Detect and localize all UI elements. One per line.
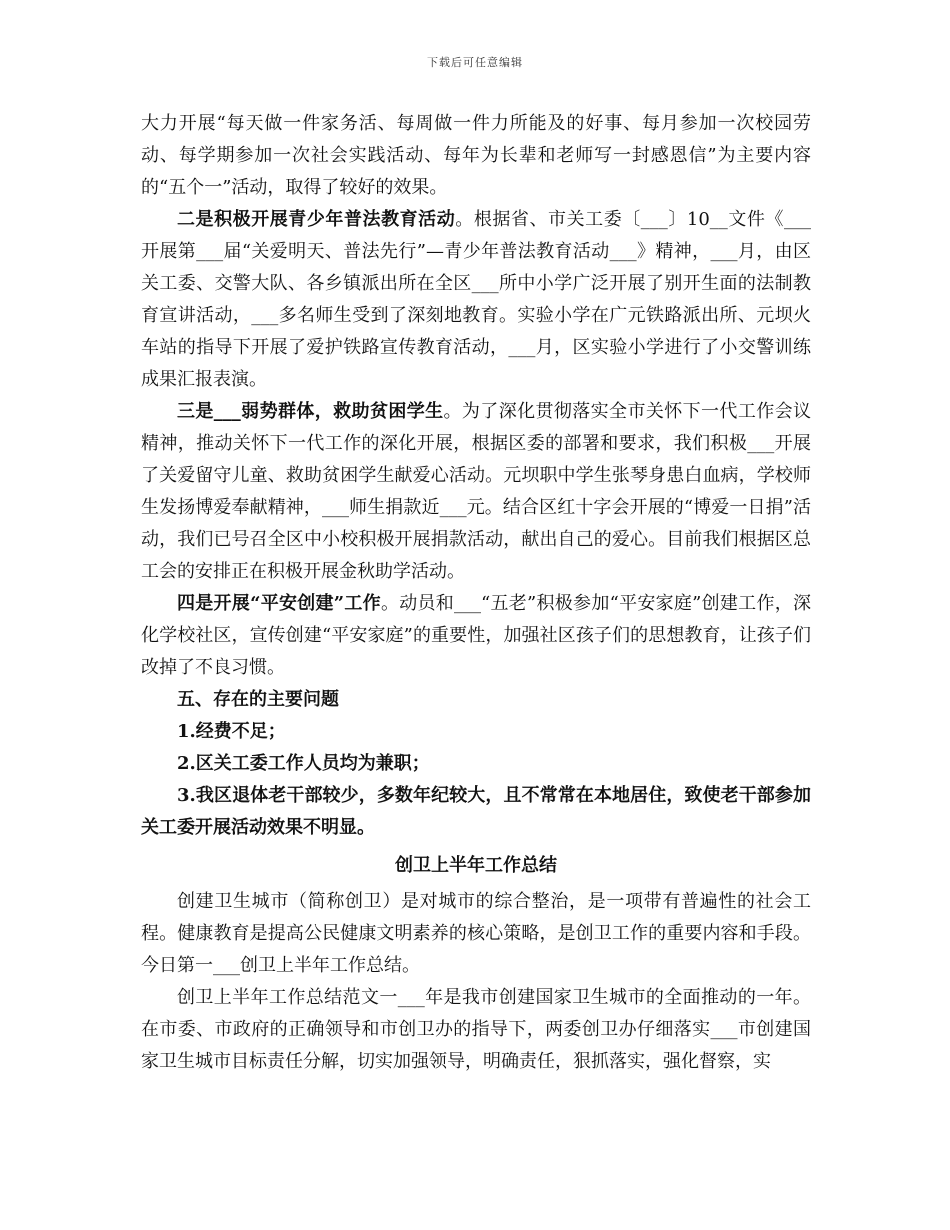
paragraph-lead: 二是积极开展青少年普法教育活动 — [177, 209, 456, 230]
problem-item-2: 2.区关工委工作人员均为兼职； — [177, 753, 430, 774]
document-body — [141, 108, 811, 1078]
paragraph-lead: 四是开展“平安创建”工作 — [177, 593, 381, 614]
paragraph-intro: 创建卫生城市（简称创卫）是对城市的综合整治，是一项带有普遍性的社会工程。健康教育是提高公民健康文明素养的核心策略，是创卫工作的重要内容和手段。今日第一___创卫上半年工作总结。 — [141, 891, 811, 976]
document-title: 创卫上半年工作总结 — [395, 855, 557, 876]
paragraph-lead: 三是___弱势群体，救助贫困学生 — [177, 401, 444, 422]
paragraph-vulnerable-groups — [141, 396, 811, 588]
paragraph-five-ones: 大力开展“每天做一件家务活、每周做一件力所能及的好事、每月参加一次校园劳动、每学期参加一次社会实践活动、每年为长辈和老师写一封感恩信”为主要内容的“五个一”活动，取得了较好的效果。 — [141, 113, 811, 198]
paragraph-safe-community — [141, 588, 811, 684]
paragraph-legal-education — [141, 204, 811, 396]
paragraph-text: 。为了深化贯彻落实全市关怀下一代工作会议精神，推动关怀下一代工作的深化开展，根据区委的部署和要求，我们积极___开展了关爱留守儿童、救助贫困学生献爱心活动。元坝职中学生张琴身患白血病，学校师生发扬博爱奉献精神，___师生捐款近___元。结合区红十字会开展的“博爱一日捐”活动，我们已号召全区中小校积极开展捐款活动，献出自己的爱心。目前我们根据区总工会的安排正在积极开展金秋助学活动。 — [141, 401, 811, 582]
section-heading-problems: 五、存在的主要问题 — [177, 689, 339, 710]
paragraph-text: 。根据省、市关工委〔___〕10__文件《___开展第___届“关爱明天、普法先行”—青少年普法教育活动___》精神，___月，由区关工委、交警大队、各乡镇派出所在全区___所中小学广泛开展了别开生面的法制教育宣讲活动，___多名师生受到了深刻地教育。实验小学在广元铁路派出所、元坝火车站的指导下开展了爱护铁路宣传教育活动，___月，区实验小学进行了小交警训练成果汇报表演。 — [141, 209, 812, 390]
paragraph-summary: 创卫上半年工作总结范文一___年是我市创建国家卫生城市的全面推动的一年。在市委、市政府的正确领导和市创卫办的指导下，两委创卫办仔细落实___市创建国家卫生城市目标责任分解，切实加强领导，明确责任，狠抓落实，强化督察，实 — [141, 987, 811, 1072]
paragraph-text: 。动员和___“五老”积极参加“平安家庭”创建工作，深化学校社区，宣传创建“平安家庭”的重要性，加强社区孩子们的思想教育，让孩子们改掉了不良习惯。 — [141, 593, 811, 678]
problem-item-3: 3.我区退体老干部较少，多数年纪较大，且不常常在本地居住，致使老干部参加关工委开展活动效果不明显。 — [141, 785, 811, 838]
problem-item-1: 1.经费不足； — [177, 721, 286, 742]
page-header: 下载后可任意编辑 — [427, 56, 523, 69]
